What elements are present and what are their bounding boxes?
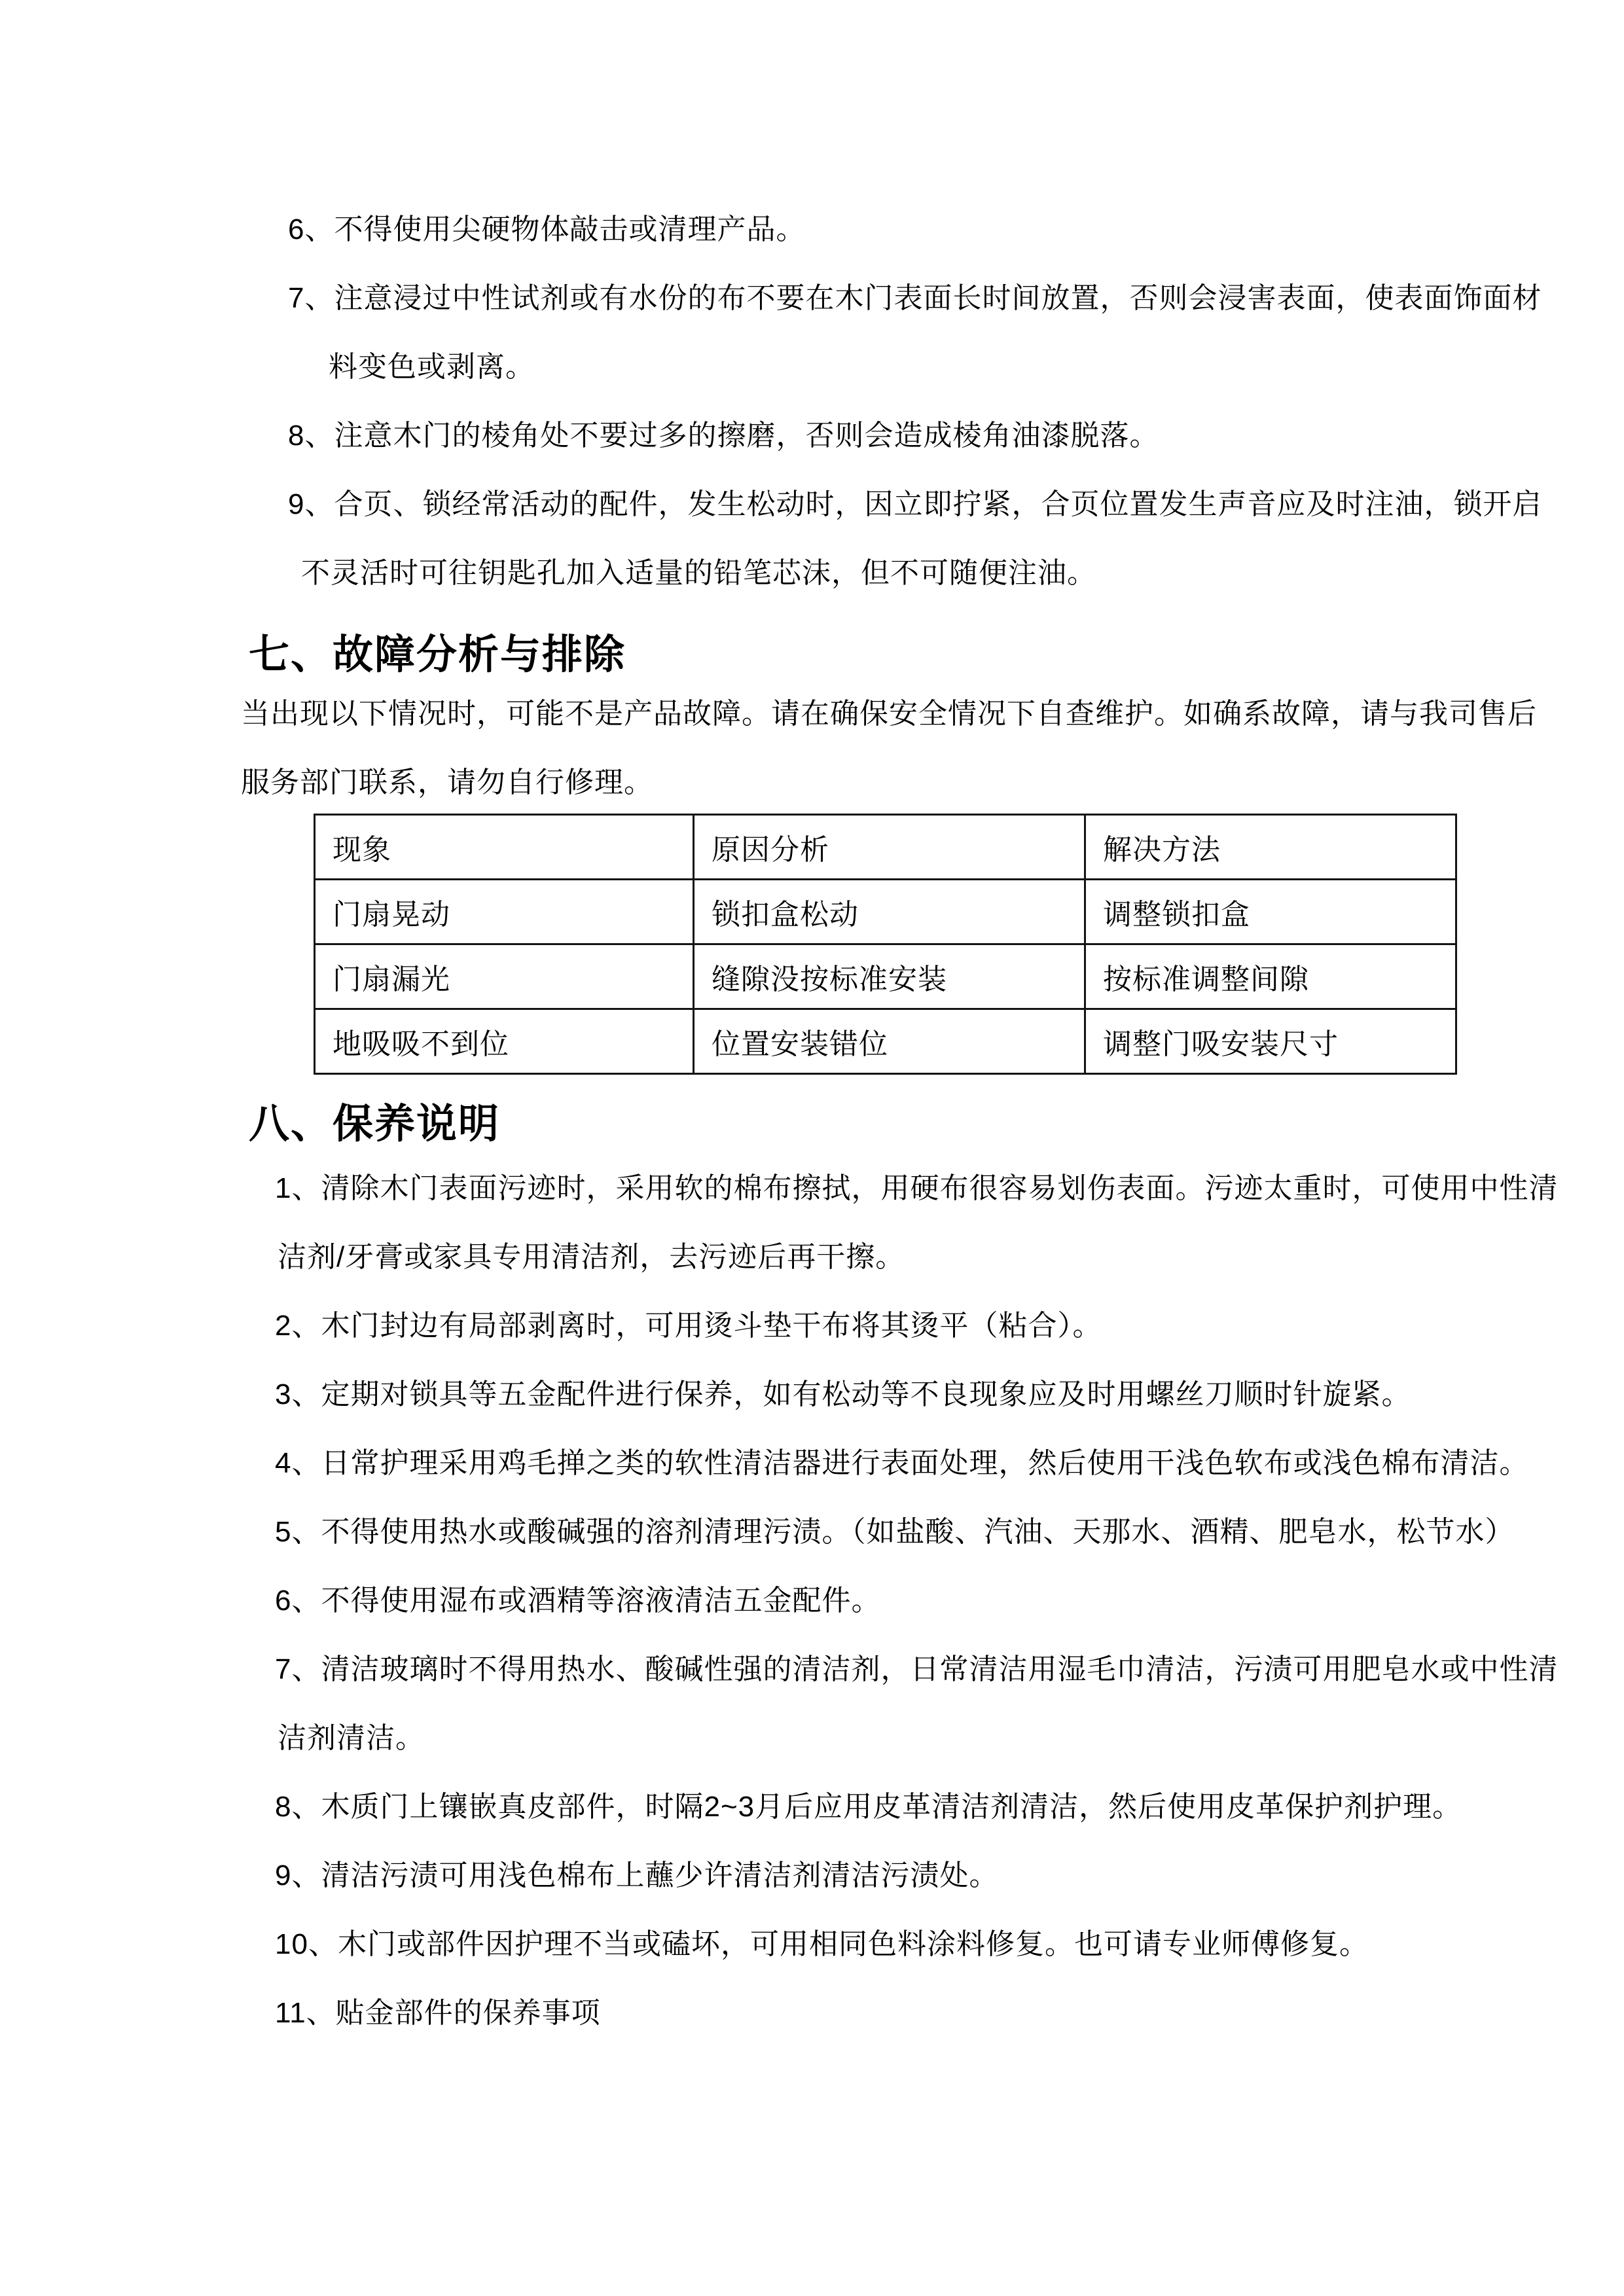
table-header-solution: 解决方法 <box>1085 815 1456 880</box>
troubleshooting-table <box>314 814 1457 1075</box>
table-row <box>315 1009 1456 1074</box>
table-header-phenomenon: 现象 <box>315 815 694 880</box>
table-cell: 门扇漏光 <box>315 944 694 1009</box>
care-item-3: 3、定期对锁具等五金配件进行保养，如有松动等不良现象应及时用螺丝刀顺时针旋紧。 <box>275 1378 1411 1410</box>
table-cell: 调整锁扣盒 <box>1085 880 1456 944</box>
care-item-6: 6、不得使用湿布或酒精等溶液清洁五金配件。 <box>275 1585 881 1617</box>
care-item-10: 10、木门或部件因护理不当或磕坏，可用相同色料涂料修复。也可请专业师傅修复。 <box>275 1928 1369 1960</box>
care-item-7-cont: 洁剂清洁。 <box>278 1722 425 1754</box>
list-item-7-cont: 料变色或剥离。 <box>329 351 535 383</box>
table-cell: 位置安装错位 <box>694 1009 1085 1074</box>
care-item-9: 9、清洁污渍可用浅色棉布上蘸少许清洁剂清洁污渍处。 <box>275 1859 999 1892</box>
list-item-6: 6、不得使用尖硬物体敲击或清理产品。 <box>288 213 806 245</box>
table-cell: 调整门吸安装尺寸 <box>1085 1009 1456 1074</box>
intro-paragraph-line-2: 服务部门联系，请勿自行修理。 <box>241 766 653 798</box>
care-item-1-cont: 洁剂/牙膏或家具专用清洁剂，去污迹后再干擦。 <box>278 1241 905 1273</box>
care-item-8: 8、木质门上镶嵌真皮部件，时隔2~3月后应用皮革清洁剂清洁，然后使用皮革保护剂护理。 <box>275 1791 1462 1823</box>
care-item-2: 2、木门封边有局部剥离时，可用烫斗垫干布将其烫平（粘合）。 <box>275 1310 1102 1342</box>
table-row <box>315 880 1456 944</box>
care-item-5: 5、不得使用热水或酸碱强的溶剂清理污渍。（如盐酸、汽油、天那水、酒精、肥皂水，松节水） <box>275 1516 1515 1548</box>
table-header-row <box>315 815 1456 880</box>
list-item-7: 7、注意浸过中性试剂或有水份的布不要在木门表面长时间放置，否则会浸害表面，使表面饰面材 <box>288 282 1542 314</box>
care-item-11: 11、贴金部件的保养事项 <box>275 1997 601 2029</box>
table-cell: 门扇晃动 <box>315 880 694 944</box>
section-8-heading: 八、保养说明 <box>249 1102 501 1147</box>
table-cell: 地吸吸不到位 <box>315 1009 694 1074</box>
intro-paragraph-line-1: 当出现以下情况时，可能不是产品故障。请在确保安全情况下自查维护。如确系故障，请与我司售后 <box>241 698 1537 730</box>
table-header-cause: 原因分析 <box>694 815 1085 880</box>
list-item-8: 8、注意木门的棱角处不要过多的擦磨，否则会造成棱角油漆脱落。 <box>288 420 1159 452</box>
section-7-heading: 七、故障分析与排除 <box>249 632 626 677</box>
care-item-7: 7、清洁玻璃时不得用热水、酸碱性强的清洁剂，日常清洁用湿毛巾清洁，污渍可用肥皂水或中性清 <box>275 1653 1559 1685</box>
table-cell: 缝隙没按标准安装 <box>694 944 1085 1009</box>
list-item-9: 9、合页、锁经常活动的配件，发生松动时，因立即拧紧，合页位置发生声音应及时注油，锁开启 <box>288 488 1542 520</box>
care-item-4: 4、日常护理采用鸡毛掸之类的软性清洁器进行表面处理，然后使用干浅色软布或浅色棉布清洁。 <box>275 1447 1529 1479</box>
list-item-9-cont: 不灵活时可往钥匙孔加入适量的铅笔芯沫，但不可随便注油。 <box>301 557 1096 589</box>
table-row <box>315 944 1456 1009</box>
table-cell: 按标准调整间隙 <box>1085 944 1456 1009</box>
table-cell: 锁扣盒松动 <box>694 880 1085 944</box>
care-item-1: 1、清除木门表面污迹时，采用软的棉布擦拭，用硬布很容易划伤表面。污迹太重时，可使用中性清 <box>275 1172 1559 1204</box>
